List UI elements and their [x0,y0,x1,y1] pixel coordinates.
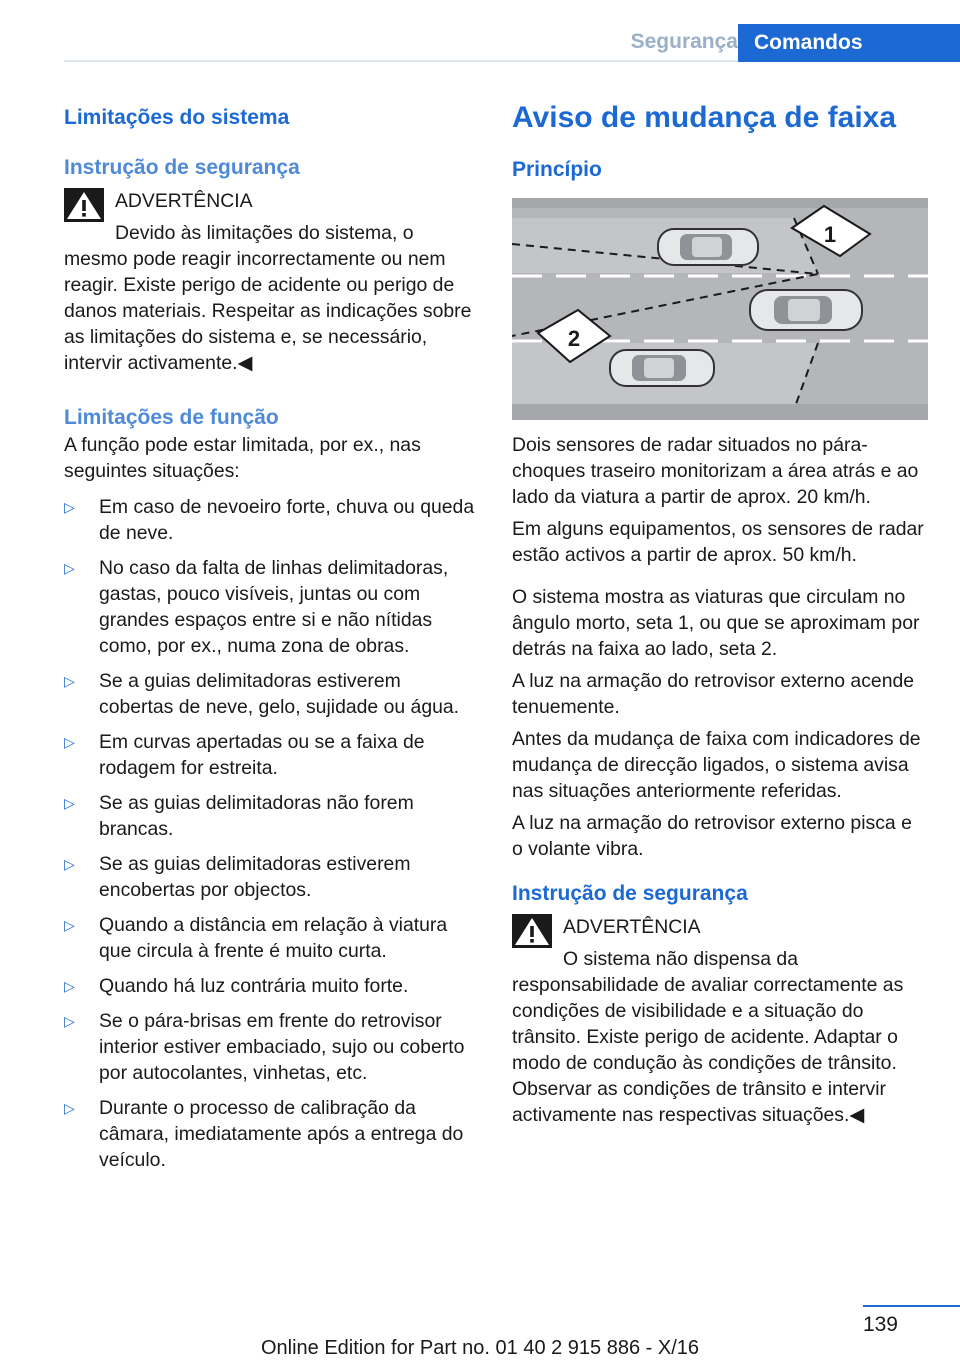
right-column [512,98,928,1128]
bullet-arrow-icon: ▷ [64,856,75,872]
warning-text-right: O sistema não dispensa da responsabilidade de avaliar correctamente as condições de visibilidade e a situação do trânsito. Existe perigo de acidente. Adaptar o modo de condução às condições de trânsito. Observar as condições de trânsito e intervir activamente nas respectivas situações.◀ [512,948,904,1126]
bullet-arrow-icon: ▷ [64,1013,75,1029]
bullet-arrow-icon: ▷ [64,795,75,811]
heading-safety-instruction: Instrução de segurança [64,156,300,179]
list-item-text: Quando há luz contrária muito forte. [99,975,409,997]
warning-label: ADVERTÊNCIA [115,190,253,212]
paragraph: A luz na armação do retrovisor externo pisca e o volante vibra. [512,812,912,860]
list-item [64,790,480,842]
arrow-1-label: 1 [823,222,837,247]
warning-triangle-icon [64,188,104,222]
intro-text: A função pode estar limitada, por ex., nas seguintes situações: [64,434,421,482]
list-item-text: Durante o processo de calibração da câmara, imediatamente após a entrega do veículo. [99,1097,464,1171]
bullet-arrow-icon: ▷ [64,560,75,576]
list-item [64,555,480,659]
paragraph: Antes da mudança de faixa com indicadores de mudança de direcção ligados, o sistema avisa nas situações anteriormente referidas. [512,728,921,802]
list-item-text: Em curvas apertadas ou se a faixa de rodagem for estreita. [99,731,425,779]
list-item [64,973,480,999]
page-title: Aviso de mudança de faixa [512,101,897,134]
list-item [64,1008,480,1086]
warning-label-right: ADVERTÊNCIA [563,916,701,938]
footer-rule [863,1305,960,1307]
arrow-2-label: 2 [567,326,581,351]
list-item-text: Se o pára-brisas em frente do retrovisor interior estiver embaciado, sujo ou coberto por autocolantes, vinhetas, etc. [99,1010,465,1084]
list-item [64,851,480,903]
section-tab-comandos[interactable]: Comandos [738,24,960,62]
warning-triangle-icon [512,914,552,948]
bullet-arrow-icon: ▷ [64,917,75,933]
heading-safety-instruction-right: Instrução de segurança [512,882,748,905]
bullet-arrow-icon: ▷ [64,1100,75,1116]
limitations-list [64,494,480,1173]
warning-block-right [512,914,928,1128]
road-diagram [512,198,928,420]
warning-block [64,188,480,376]
list-item-text: Se as guias delimitadoras não forem brancas. [99,792,414,840]
page-number: 139 [862,1313,898,1336]
lane-change-illustration [512,198,928,420]
car-bottom [610,350,714,386]
paragraph: Em alguns equipamentos, os sensores de radar estão activos a partir de aprox. 50 km/h. [512,518,924,566]
bullet-arrow-icon: ▷ [64,499,75,515]
paragraph: A luz na armação do retrovisor externo acende tenuemente. [512,670,915,718]
bullet-arrow-icon: ▷ [64,978,75,994]
list-item-text: No caso da falta de linhas delimitadoras, gastas, pouco visíveis, juntas ou com grandes espaços entre si e não nítidas como, por ex., numa zona de obras. [99,557,449,657]
list-item [64,668,480,720]
edition-footer: Online Edition for Part no. 01 40 2 915 886 - X/16 [260,1337,700,1359]
heading-function-limitations: Limitações de função [64,406,279,429]
bullet-arrow-icon: ▷ [64,673,75,689]
list-item-text: Em caso de nevoeiro forte, chuva ou queda de neve. [99,496,475,544]
bullet-arrow-icon: ▷ [64,734,75,750]
section-tab-seguranca[interactable]: Segurança [630,30,738,53]
list-item-text: Se as guias delimitadoras estiverem encobertas por objectos. [99,853,411,901]
list-item [64,1095,480,1173]
list-item [64,912,480,964]
list-item-text: Se a guias delimitadoras estiverem cobertas de neve, gelo, sujidade ou água. [99,670,460,718]
principle-text [512,432,928,862]
paragraph: O sistema mostra as viaturas que circulam no ângulo morto, seta 1, ou que se aproximam por detrás na faixa ao lado, seta 2. [512,586,920,660]
car-middle [750,290,862,330]
left-column [64,98,480,1182]
list-item-text: Quando a distância em relação à viatura que circula à frente é muito curta. [99,914,448,962]
heading-system-limitations: Limitações do sistema [64,106,290,129]
list-item [64,729,480,781]
warning-text: Devido às limitações do sistema, o mesmo pode reagir incorrectamente ou nem reagir. Existe perigo de acidente ou perigo de danos materiais. Respeitar as indicações sobre as limitações do sistema e, se necessário, intervir activamente.◀ [64,222,472,374]
car-top [658,229,758,265]
list-item [64,494,480,546]
heading-principle: Princípio [512,158,602,181]
paragraph: Dois sensores de radar situados no pára-choques traseiro monitorizam a área atrás e ao lado da viatura a partir de aprox. 20 km/h. [512,434,919,508]
